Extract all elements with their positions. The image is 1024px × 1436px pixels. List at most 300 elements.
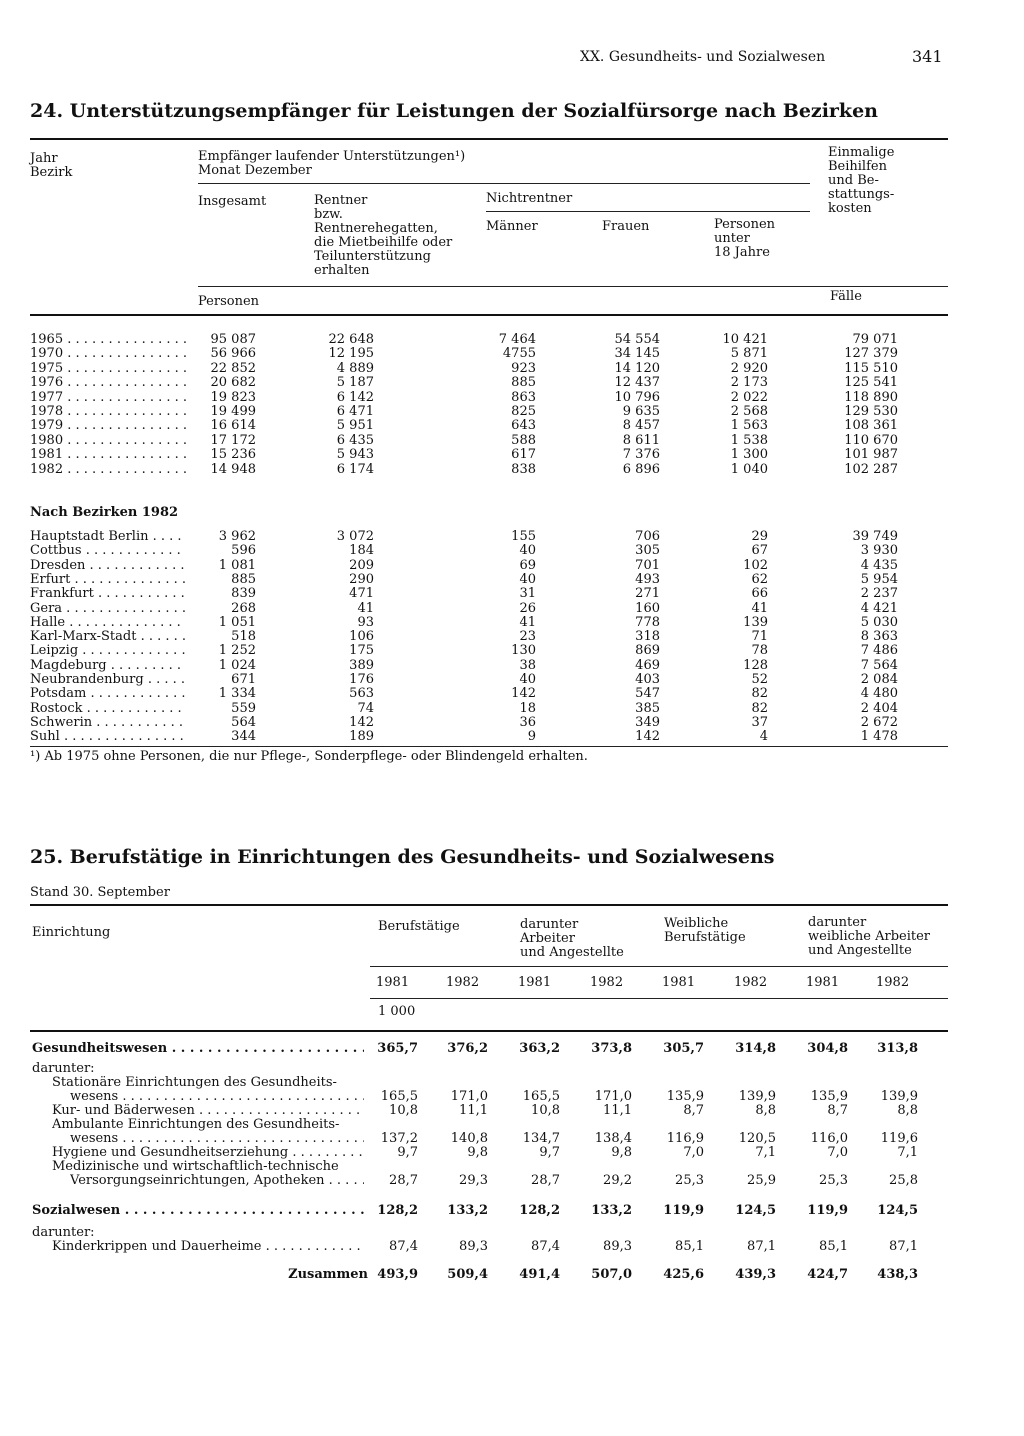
cell-value: 3 072 — [336, 529, 374, 544]
cell-value: 701 — [635, 557, 660, 573]
cell-value: 155 — [511, 529, 536, 544]
row-label — [30, 573, 186, 587]
cell-value: 69 — [519, 557, 536, 573]
cell-value: 305,7 — [663, 1041, 704, 1056]
cell-value: 425,6 — [663, 1267, 704, 1282]
cell-value: 10 421 — [722, 332, 768, 347]
row-label-text: 1982 . . . — [30, 463, 186, 477]
cell-value: 885 — [231, 571, 256, 587]
cell-value: 1 051 — [218, 614, 256, 630]
cell-value: 41 — [519, 614, 536, 630]
unit-faelle: Fälle — [830, 289, 862, 304]
row-label-text: Kur- und Bäderwesen . . . — [52, 1104, 364, 1118]
cell-value: 643 — [511, 418, 536, 434]
cell-value: 2 084 — [860, 672, 898, 687]
cell-value: 2 022 — [730, 389, 768, 405]
unit-1000: 1 000 — [378, 1004, 416, 1019]
cell-value: 268 — [231, 600, 256, 616]
table-25-subtitle: Stand 30. September — [30, 885, 170, 900]
cell-value: 133,2 — [591, 1203, 632, 1218]
row-label-text: Frankfurt . . . — [30, 587, 186, 601]
header-einmalige: Einmalige Beihilfen und Be- stattungs- kosten — [828, 145, 895, 216]
row-label — [30, 673, 186, 687]
cell-value: 189 — [349, 729, 374, 745]
cell-value: 135,9 — [810, 1089, 848, 1104]
cell-value: 839 — [231, 586, 256, 602]
cell-value: 106 — [349, 629, 374, 645]
year-header: 1982 — [590, 975, 624, 990]
row-label-text: darunter: — [32, 1226, 95, 1240]
row-label-text: darunter: — [32, 1062, 95, 1076]
cell-value: 25,8 — [889, 1173, 918, 1188]
cell-value: 128,2 — [377, 1203, 418, 1218]
cell-value: 118 890 — [844, 389, 898, 405]
cell-value: 87,4 — [389, 1239, 418, 1254]
cell-value: 175 — [349, 643, 374, 659]
row-label-text: Schwerin . . . — [30, 716, 186, 730]
row-label-text: Kinderkrippen und Dauerheime . . . — [52, 1240, 364, 1254]
cell-value: 671 — [231, 672, 256, 687]
cell-value: 5 030 — [860, 614, 898, 630]
cell-value: 139 — [743, 614, 768, 630]
row-label — [30, 419, 186, 433]
cell-value: 7,1 — [897, 1145, 918, 1160]
rule — [198, 183, 810, 184]
year-header: 1982 — [446, 975, 480, 990]
cell-value: 2 237 — [860, 586, 898, 602]
year-header: 1982 — [734, 975, 768, 990]
cell-value: 493,9 — [377, 1267, 418, 1282]
header-einrichtung: Einrichtung — [32, 925, 111, 940]
cell-value: 9,7 — [539, 1145, 560, 1160]
cell-value: 139,9 — [738, 1089, 776, 1104]
cell-value: 8 611 — [622, 432, 660, 448]
cell-value: 71 — [751, 629, 768, 645]
cell-value: 4 435 — [860, 557, 898, 573]
cell-value: 12 437 — [614, 375, 660, 391]
cell-value: 87,4 — [531, 1239, 560, 1254]
row-label — [70, 1132, 364, 1146]
row-label-text: wesens . . . — [70, 1132, 364, 1146]
cell-value: 1 300 — [730, 447, 768, 463]
cell-value: 403 — [635, 672, 660, 687]
cell-value: 85,1 — [819, 1239, 848, 1254]
cell-value: 6 174 — [336, 461, 374, 477]
cell-value: 26 — [519, 600, 536, 616]
header-maenner: Männer — [486, 219, 538, 234]
row-label-text: 1975 . . . — [30, 362, 186, 376]
cell-value: 25,9 — [747, 1173, 776, 1188]
cell-value: 5 187 — [336, 375, 374, 391]
cell-value: 36 — [519, 714, 536, 730]
cell-value: 8,7 — [827, 1103, 848, 1118]
table-end-rule — [30, 746, 948, 747]
cell-value: 124,5 — [735, 1203, 776, 1218]
cell-value: 38 — [519, 657, 536, 673]
cell-value: 5 951 — [336, 418, 374, 434]
cell-value: 128,2 — [519, 1203, 560, 1218]
cell-value: 6 142 — [336, 389, 374, 405]
cell-value: 7,1 — [755, 1145, 776, 1160]
cell-value: 305 — [635, 543, 660, 559]
cell-value: 7 464 — [498, 332, 536, 347]
year-header: 1981 — [376, 975, 410, 990]
cell-value: 142 — [349, 714, 374, 730]
row-label — [30, 434, 186, 448]
cell-value: 110 670 — [844, 432, 898, 448]
cell-value: 130 — [511, 643, 536, 659]
cell-value: 1 538 — [730, 432, 768, 448]
header-insgesamt: Insgesamt — [198, 194, 267, 209]
header-nichtrentner: Nichtrentner — [486, 191, 573, 206]
cell-value: 41 — [751, 600, 768, 616]
header-berufstaetige: Berufstätige — [378, 919, 460, 934]
cell-value: 11,1 — [603, 1103, 632, 1118]
row-label-text: 1978 . . . — [30, 405, 186, 419]
row-label-text: Medizinische und wirtschaftlich-technische — [52, 1160, 339, 1174]
cell-value: 134,7 — [522, 1131, 560, 1146]
cell-value: 85,1 — [675, 1239, 704, 1254]
cell-value: 9,7 — [397, 1145, 418, 1160]
cell-value: 4755 — [502, 346, 536, 362]
cell-value: 116,9 — [666, 1131, 704, 1146]
row-label — [30, 716, 186, 730]
year-header: 1981 — [662, 975, 696, 990]
rule — [486, 211, 810, 212]
row-label-text: Versorgungseinrichtungen, Apotheken . . . — [70, 1174, 364, 1188]
cell-value: 74 — [357, 700, 374, 716]
cell-value: 7 486 — [860, 643, 898, 659]
row-label-text: Dresden . . . — [30, 559, 186, 573]
cell-value: 869 — [635, 643, 660, 659]
row-label — [32, 1042, 364, 1056]
cell-value: 11,1 — [459, 1103, 488, 1118]
cell-value: 102 — [743, 557, 768, 573]
cell-value: 1 081 — [218, 557, 256, 573]
top-rule — [30, 138, 948, 140]
row-label-text: Potsdam . . . — [30, 687, 186, 701]
cell-value: 52 — [751, 672, 768, 687]
cell-value: 385 — [635, 700, 660, 716]
row-label — [30, 530, 186, 544]
cell-value: 29,3 — [459, 1173, 488, 1188]
cell-value: 8,7 — [683, 1103, 704, 1118]
header-bottom-rule — [30, 314, 948, 316]
row-label-text: 1980 . . . — [30, 434, 186, 448]
cell-value: 37 — [751, 714, 768, 730]
rule — [370, 966, 948, 967]
cell-value: 424,7 — [807, 1267, 848, 1282]
cell-value: 365,7 — [377, 1041, 418, 1056]
row-label-text: Cottbus . . . — [30, 544, 186, 558]
row-label — [30, 630, 186, 644]
cell-value: 6 435 — [336, 432, 374, 448]
row-label-text: Karl-Marx-Stadt . . . — [30, 630, 186, 644]
cell-value: 160 — [635, 600, 660, 616]
row-label-text: Hygiene und Gesundheitserziehung . . . — [52, 1146, 364, 1160]
cell-value: 40 — [519, 672, 536, 687]
cell-value: 9 635 — [622, 404, 660, 419]
cell-value: 40 — [519, 571, 536, 587]
year-header: 1981 — [806, 975, 840, 990]
cell-value: 108 361 — [844, 418, 898, 434]
cell-value: 93 — [357, 614, 374, 630]
cell-value: 559 — [231, 700, 256, 716]
cell-value: 8 363 — [860, 629, 898, 645]
cell-value: 8,8 — [897, 1103, 918, 1118]
cell-value: 165,5 — [522, 1089, 560, 1104]
cell-value: 1 478 — [860, 729, 898, 745]
cell-value: 596 — [231, 543, 256, 559]
cell-value: 373,8 — [591, 1041, 632, 1056]
row-label — [30, 463, 186, 477]
cell-value: 56 966 — [210, 346, 256, 362]
row-label — [30, 333, 186, 347]
cell-value: 2 173 — [730, 375, 768, 391]
cell-value: 124,5 — [877, 1203, 918, 1218]
cell-value: 115 510 — [844, 360, 898, 376]
row-label — [30, 448, 186, 462]
rule — [198, 286, 948, 287]
cell-value: 509,4 — [447, 1267, 488, 1282]
row-label-text: Hauptstadt Berlin . . . — [30, 530, 186, 544]
cell-value: 66 — [751, 586, 768, 602]
cell-value: 176 — [349, 672, 374, 687]
cell-value: 863 — [511, 389, 536, 405]
row-label — [30, 659, 186, 673]
rule — [370, 998, 948, 999]
row-label — [52, 1118, 364, 1132]
cell-value: 923 — [511, 360, 536, 376]
row-label-text: wesens . . . — [70, 1090, 364, 1104]
cell-value: 40 — [519, 543, 536, 559]
cell-value: 5 943 — [336, 447, 374, 463]
row-label-text: 1976 . . . — [30, 376, 186, 390]
cell-value: 138,4 — [594, 1131, 632, 1146]
cell-value: 8,8 — [755, 1103, 776, 1118]
cell-value: 119,6 — [880, 1131, 918, 1146]
header-bottom-rule — [30, 1030, 948, 1032]
cell-value: 39 749 — [852, 529, 898, 544]
cell-value: 139,9 — [880, 1089, 918, 1104]
cell-value: 438,3 — [877, 1267, 918, 1282]
row-label-text: 1970 . . . — [30, 347, 186, 361]
row-label — [30, 602, 186, 616]
cell-value: 18 — [519, 700, 536, 716]
cell-value: 119,9 — [663, 1203, 704, 1218]
year-header: 1982 — [876, 975, 910, 990]
cell-value: 78 — [751, 643, 768, 659]
cell-value: 5 954 — [860, 571, 898, 587]
row-label — [30, 644, 186, 658]
row-label — [30, 544, 186, 558]
cell-value: 102 287 — [844, 461, 898, 477]
row-label-text: Zusammen — [288, 1268, 368, 1282]
cell-value: 5 871 — [730, 346, 768, 362]
cell-value: 778 — [635, 614, 660, 630]
row-label — [30, 730, 186, 744]
cell-value: 31 — [519, 586, 536, 602]
cell-value: 491,4 — [519, 1267, 560, 1282]
row-label — [30, 347, 186, 361]
row-label — [52, 1076, 364, 1090]
row-label — [30, 616, 186, 630]
cell-value: 25,3 — [675, 1173, 704, 1188]
cell-value: 564 — [231, 714, 256, 730]
table-24-title: 24. Unterstützungsempfänger für Leistungen der Sozialfürsorge nach Bezirken — [30, 100, 878, 122]
header-darunter-aa: darunter Arbeiter und Angestellte — [520, 917, 624, 960]
cell-value: 318 — [635, 629, 660, 645]
cell-value: 127 379 — [844, 346, 898, 362]
cell-value: 165,5 — [380, 1089, 418, 1104]
cell-value: 825 — [511, 404, 536, 419]
cell-value: 19 823 — [210, 389, 256, 405]
row-label-text: 1977 . . . — [30, 391, 186, 405]
cell-value: 588 — [511, 432, 536, 448]
cell-value: 6 471 — [336, 404, 374, 419]
cell-value: 10,8 — [389, 1103, 418, 1118]
cell-value: 2 404 — [860, 700, 898, 716]
row-label-text: Rostock . . . — [30, 702, 186, 716]
cell-value: 142 — [635, 729, 660, 745]
row-label-text: Halle . . . — [30, 616, 186, 630]
cell-value: 838 — [511, 461, 536, 477]
cell-value: 14 120 — [614, 360, 660, 376]
row-label — [32, 1204, 364, 1218]
header-empfaenger: Empfänger laufender Unterstützungen¹) Monat Dezember — [198, 149, 466, 178]
cell-value: 137,2 — [380, 1131, 418, 1146]
cell-value: 1 040 — [730, 461, 768, 477]
cell-value: 493 — [635, 571, 660, 587]
cell-value: 617 — [511, 447, 536, 463]
row-label — [30, 405, 186, 419]
cell-value: 1 252 — [218, 643, 256, 659]
cell-value: 2 920 — [730, 360, 768, 376]
cell-value: 17 172 — [210, 432, 256, 448]
cell-value: 9,8 — [467, 1145, 488, 1160]
cell-value: 171,0 — [450, 1089, 488, 1104]
row-label-text: 1981 . . . — [30, 448, 186, 462]
unit-personen: Personen — [198, 294, 260, 309]
cell-value: 344 — [231, 729, 256, 745]
row-label-text: Gesundheitswesen . . . — [32, 1042, 364, 1056]
year-header: 1981 — [518, 975, 552, 990]
cell-value: 29 — [751, 529, 768, 544]
cell-value: 125 541 — [844, 375, 898, 391]
header-personen18: Personen unter 18 Jahre — [714, 217, 776, 260]
cell-value: 349 — [635, 714, 660, 730]
cell-value: 28,7 — [531, 1173, 560, 1188]
cell-value: 101 987 — [844, 447, 898, 463]
header-weibliche: Weibliche Berufstätige — [664, 916, 746, 945]
cell-value: 363,2 — [519, 1041, 560, 1056]
cell-value: 304,8 — [807, 1041, 848, 1056]
cell-value: 4 — [759, 729, 768, 745]
cell-value: 3 962 — [218, 529, 256, 544]
cell-value: 67 — [751, 543, 768, 559]
top-rule — [30, 904, 948, 906]
cell-value: 376,2 — [447, 1041, 488, 1056]
cell-value: 22 648 — [328, 332, 374, 347]
cell-value: 16 614 — [210, 418, 256, 434]
cell-value: 19 499 — [210, 404, 256, 419]
cell-value: 15 236 — [210, 447, 256, 463]
header-jahr: Jahr — [30, 151, 58, 166]
row-label — [32, 1226, 364, 1240]
cell-value: 28,7 — [389, 1173, 418, 1188]
cell-value: 119,9 — [807, 1203, 848, 1218]
cell-value: 29,2 — [603, 1173, 632, 1188]
row-label — [30, 687, 186, 701]
cell-value: 389 — [349, 657, 374, 673]
cell-value: 23 — [519, 629, 536, 645]
cell-value: 171,0 — [594, 1089, 632, 1104]
header-darunter-w: darunter weibliche Arbeiter und Angestellte — [808, 915, 931, 958]
row-label-text: Erfurt . . . — [30, 573, 186, 587]
cell-value: 9,8 — [611, 1145, 632, 1160]
cell-value: 95 087 — [210, 332, 256, 347]
header-frauen: Frauen — [602, 219, 650, 234]
cell-value: 2 568 — [730, 404, 768, 419]
cell-value: 4 889 — [336, 360, 374, 376]
row-label — [30, 559, 186, 573]
cell-value: 7 564 — [860, 657, 898, 673]
header-bezirk: Bezirk — [30, 165, 73, 180]
cell-value: 4 421 — [860, 600, 898, 616]
cell-value: 54 554 — [614, 332, 660, 347]
cell-value: 4 480 — [860, 686, 898, 702]
cell-value: 9 — [527, 729, 536, 745]
row-label — [200, 1268, 368, 1282]
cell-value: 507,0 — [591, 1267, 632, 1282]
row-label — [32, 1062, 364, 1076]
cell-value: 82 — [751, 700, 768, 716]
chapter-heading: XX. Gesundheits- und Sozialwesen — [580, 49, 826, 65]
cell-value: 1 024 — [218, 657, 256, 673]
cell-value: 314,8 — [735, 1041, 776, 1056]
table-25-title: 25. Berufstätige in Einrichtungen des Gesundheits- und Sozialwesens — [30, 846, 775, 868]
row-label — [52, 1146, 364, 1160]
cell-value: 82 — [751, 686, 768, 702]
cell-value: 133,2 — [447, 1203, 488, 1218]
row-label-text: Suhl . . . — [30, 730, 186, 744]
header-rentner: Rentner bzw. Rentnerehegatten, die Mietbeihilfe oder Teilunterstützung erhalten — [314, 193, 453, 278]
cell-value: 62 — [751, 571, 768, 587]
cell-value: 885 — [511, 375, 536, 391]
cell-value: 7 376 — [622, 447, 660, 463]
cell-value: 271 — [635, 586, 660, 602]
cell-value: 290 — [349, 571, 374, 587]
cell-value: 116,0 — [810, 1131, 848, 1146]
row-label — [52, 1104, 364, 1118]
footnote: ¹) Ab 1975 ohne Personen, die nur Pflege-, Sonderpflege- oder Blindengeld erhalten. — [30, 749, 588, 764]
cell-value: 129 530 — [844, 404, 898, 419]
cell-value: 87,1 — [889, 1239, 918, 1254]
cell-value: 128 — [743, 657, 768, 673]
cell-value: 7,0 — [827, 1145, 848, 1160]
cell-value: 87,1 — [747, 1239, 776, 1254]
cell-value: 3 930 — [860, 543, 898, 559]
cell-value: 20 682 — [210, 375, 256, 391]
row-label-text: Magdeburg . . . — [30, 659, 186, 673]
row-label-text: Leipzig . . . — [30, 644, 186, 658]
cell-value: 22 852 — [210, 360, 256, 376]
cell-value: 89,3 — [459, 1239, 488, 1254]
row-label-text: Gera . . . — [30, 602, 186, 616]
cell-value: 14 948 — [210, 461, 256, 477]
cell-value: 6 896 — [622, 461, 660, 477]
cell-value: 10,8 — [531, 1103, 560, 1118]
